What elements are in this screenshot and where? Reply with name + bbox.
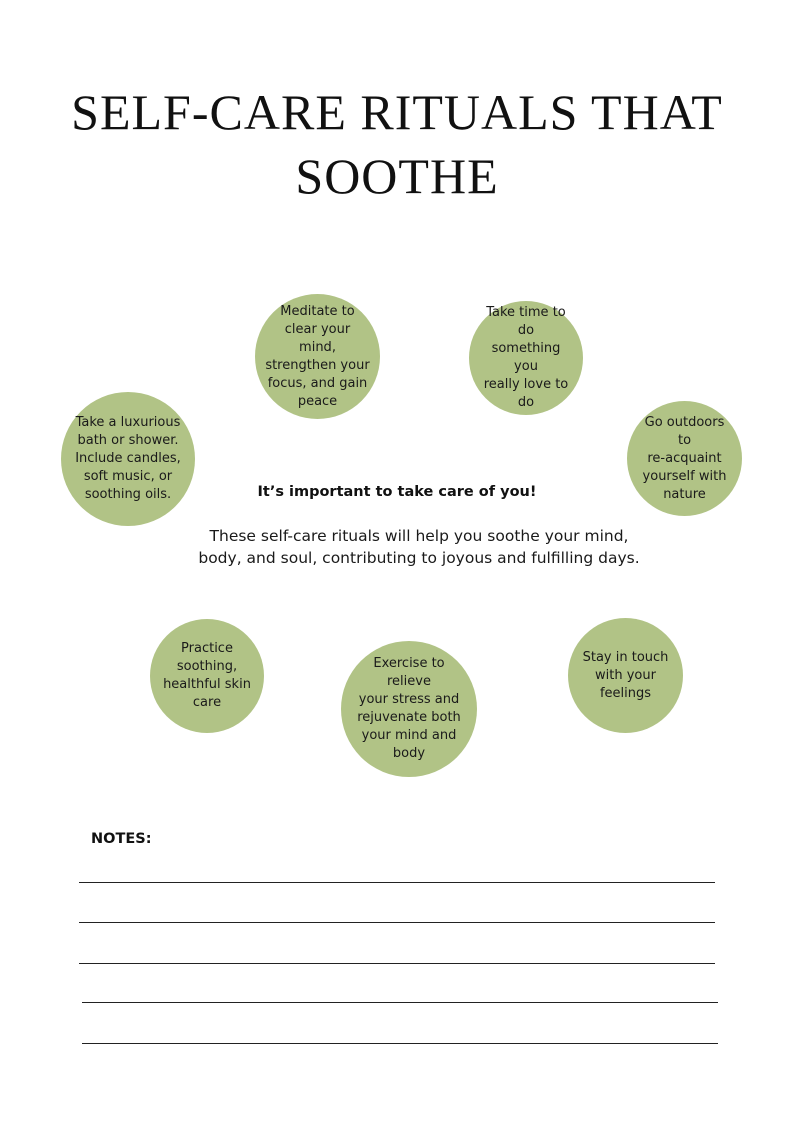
ritual-exercise-text: Exercise to relieve your stress and rejuvenate both your mind and body [357,656,461,761]
notes-line [82,1002,718,1003]
ritual-exercise [341,641,477,777]
ritual-take-time-text: Take time to do something you really love to do [483,305,569,410]
ritual-take-time [469,301,583,415]
ritual-bath [61,392,195,526]
ritual-feelings [568,618,683,733]
notes-label: NOTES: [91,831,152,847]
ritual-skin-care [150,619,264,733]
ritual-bath-text: Take a luxurious bath or shower. Include candles, soft music, or soothing oils. [75,415,181,502]
ritual-outdoors-text: Go outdoors to re-acquaint yourself with nature [642,414,727,502]
title-line-2: SOOTHE [295,148,499,204]
ritual-skin-care-text: Practice soothing, healthful skin care [163,641,251,710]
notes-line [79,922,715,923]
notes-line [79,882,715,883]
page-title [0,80,794,208]
notes-line [82,1043,718,1044]
intro-paragraph: These self-care rituals will help you soothe your mind, body, and soul, contributing to joyous and fulfilling days. [198,527,640,567]
title-line-1: SELF-CARE RITUALS THAT [71,84,723,140]
ritual-meditate [255,294,380,419]
notes-line [79,963,715,964]
lead-heading: It’s important to take care of you! [257,484,537,500]
ritual-meditate-text: Meditate to clear your mind, strengthen your focus, and gain peace [265,303,370,409]
ritual-feelings-text: Stay in touch with your feelings [582,649,669,701]
